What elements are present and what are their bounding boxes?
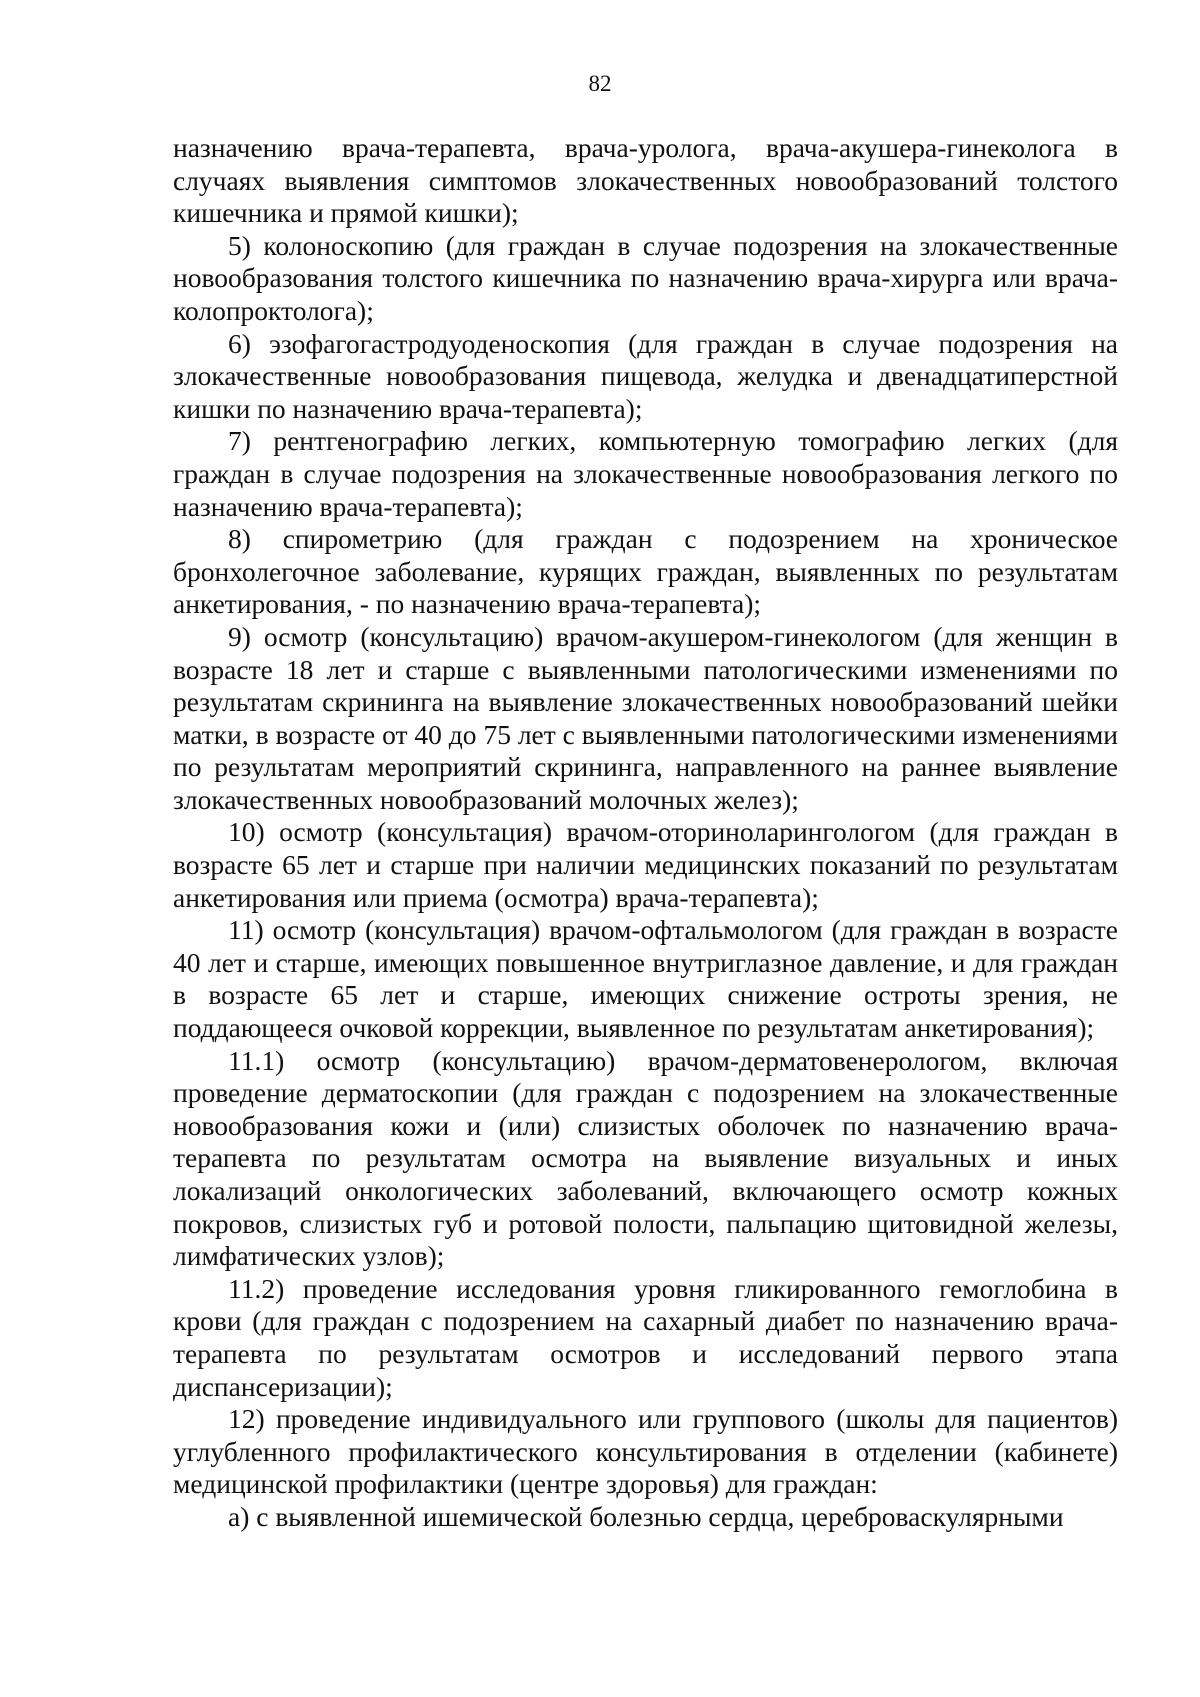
paragraph-item-11-2: 11.2) проведение исследования уровня гликированного гемоглобина в крови (для граждан с подозрением на сахарный диабет по назначению врача-терапевта по результатам осмотров и исследований первого этапа диспансеризации);: [173, 1272, 1118, 1402]
paragraph-item-12-a: а) с выявленной ишемической болезнью сердца, цереброваскулярными: [228, 1500, 1064, 1532]
paragraph-continuation: назначению врача-терапевта, врача-уролога, врача-акушера-гинеколога в случаях выявления симптомов злокачественных новообразований толстого кишечника и прямой кишки);: [173, 132, 1118, 229]
paragraph-item-5: 5) колоноскопию (для граждан в случае подозрения на злокачественные новообразования толстого кишечника по назначению врача-хирурга или врача-колопроктолога);: [173, 229, 1118, 326]
paragraph-item-6: 6) эзофагогастродуоденоскопия (для граждан в случае подозрения на злокачественные новообразования пищевода, желудка и двенадцатиперстной кишки по назначению врача-терапевта);: [173, 327, 1118, 424]
paragraph-item-11-1: 11.1) осмотр (консультацию) врачом-дерматовенерологом, включая проведение дерматоскопии (для граждан с подозрением на злокачественные новообразования кожи и (или) слизистых оболочек по назначению врача-терапевта по результатам осмотра на выявление визуальных и иных локализаций онкологических заболеваний, включающего осмотр кожных покровов, слизистых губ и ротовой полости, пальпацию щитовидной железы, лимфатических узлов);: [173, 1044, 1118, 1272]
paragraph-item-8: 8) спирометрию (для граждан с подозрением на хроническое бронхолегочное заболевание, курящих граждан, выявленных по результатам анкетирования, - по назначению врача-терапевта);: [173, 523, 1118, 620]
paragraph-item-9: 9) осмотр (консультацию) врачом-акушером-гинекологом (для женщин в возрасте 18 лет и старше с выявленными патологическими изменениями по результатам скрининга на выявление злокачественных новообразований шейки матки, в возрасте от 40 до 75 лет с выявленными патологическими изменениями по результатам мероприятий скрининга, направленного на раннее выявление злокачественных новообразований молочных желез);: [173, 620, 1118, 815]
paragraph-item-10: 10) осмотр (консультация) врачом-оториноларингологом (для граждан в возрасте 65 лет и старше при наличии медицинских показаний по результатам анкетирования или приема (осмотра) врача-терапевта);: [173, 816, 1118, 913]
paragraph-item-11: 11) осмотр (консультация) врачом-офтальмологом (для граждан в возрасте 40 лет и старше, имеющих повышенное внутриглазное давление, и для граждан в возрасте 65 лет и старше, имеющих снижение остроты зрения, не поддающееся очковой коррекции, выявленное по результатам анкетирования);: [173, 914, 1118, 1044]
paragraph-item-12: 12) проведение индивидуального или группового (школы для пациентов) углубленного профилактического консультирования в отделении (кабинете) медицинской профилактики (центре здоровья) для граждан:: [173, 1403, 1118, 1500]
page-number: 82: [588, 71, 612, 96]
paragraph-item-7: 7) рентгенографию легких, компьютерную томографию легких (для граждан в случае подозрения на злокачественные новообразования легкого по назначению врача-терапевта);: [173, 425, 1118, 522]
document-body: [173, 132, 1118, 1534]
